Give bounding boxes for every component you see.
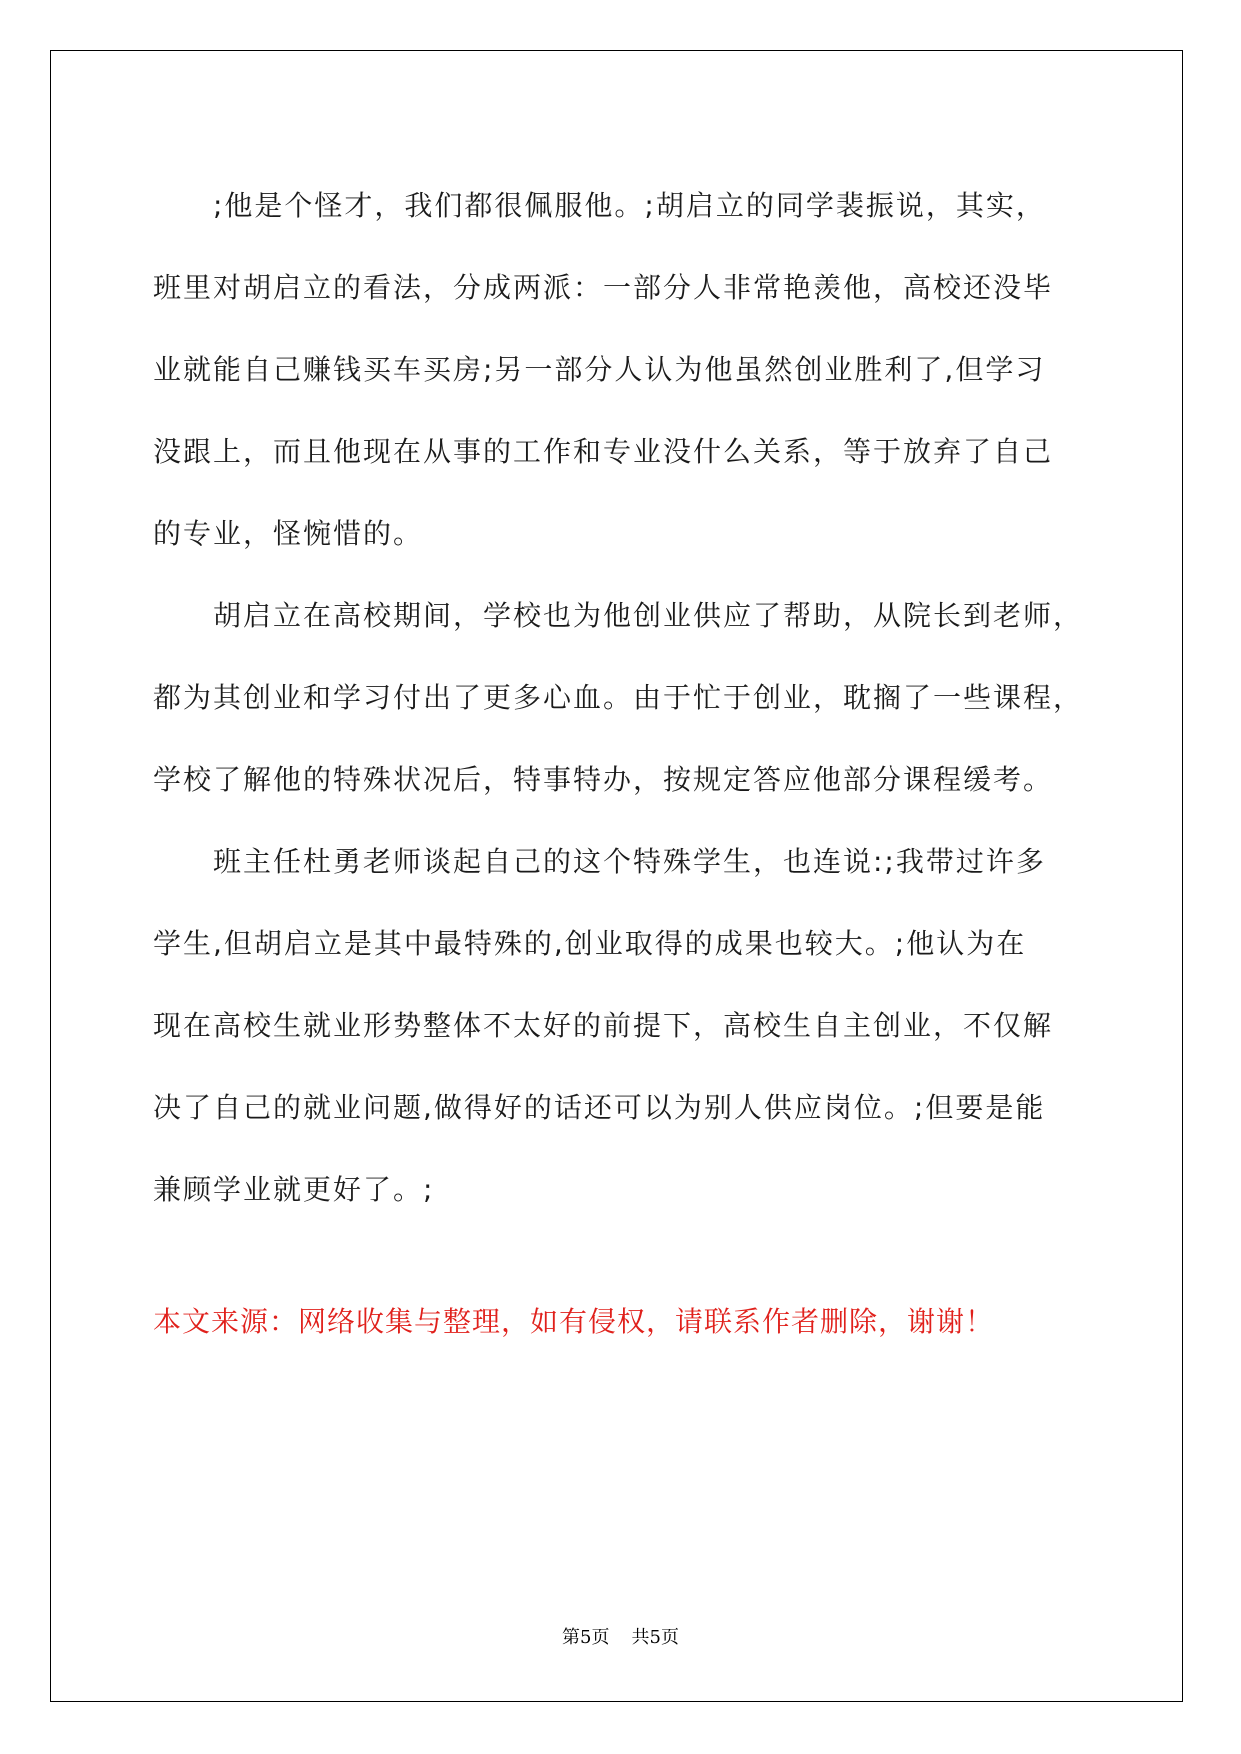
text-line: 现在高校生就业形势整体不太好的前提下，高校生自主创业，不仅解 xyxy=(153,1009,1054,1042)
page-number-current: 第5页 xyxy=(562,1627,610,1648)
text-line: 没跟上，而且他现在从事的工作和专业没什么关系，等于放弃了自己 xyxy=(153,435,1054,468)
text-line: 业就能自己赚钱买车买房;另一部分人认为他虽然创业胜利了,但学习 xyxy=(153,353,1046,386)
text-line: 班主任杜勇老师谈起自己的这个特殊学生，也连说:;我带过许多 xyxy=(213,845,1046,878)
text-line: 决了自己的就业问题,做得好的话还可以为别人供应岗位。;但要是能 xyxy=(153,1091,1046,1124)
text-line: 班里对胡启立的看法，分成两派：一部分人非常艳羡他，高校还没毕 xyxy=(153,271,1054,304)
source-note: 本文来源：网络收集与整理，如有侵权，请联系作者删除，谢谢！ xyxy=(153,1305,995,1338)
text-line: 学生,但胡启立是其中最特殊的,创业取得的成果也较大。;他认为在 xyxy=(153,927,1027,960)
text-line: 胡启立在高校期间，学校也为他创业供应了帮助，从院长到老师， xyxy=(213,599,1084,632)
text-line: 学校了解他的特殊状况后，特事特办，按规定答应他部分课程缓考。 xyxy=(153,763,1054,796)
text-line: 兼顾学业就更好了。; xyxy=(153,1173,435,1206)
text-line: 的专业，怪惋惜的。 xyxy=(153,517,424,550)
paragraph-1 xyxy=(153,165,1088,575)
document-body xyxy=(153,165,1088,1231)
page-footer xyxy=(0,1626,1241,1650)
paragraph-2 xyxy=(153,575,1088,821)
text-line: ;他是个怪才，我们都很佩服他。;胡启立的同学裴振说，其实， xyxy=(213,189,1046,222)
page-number-total: 共5页 xyxy=(631,1627,679,1648)
paragraph-3 xyxy=(153,821,1088,1231)
text-line: 都为其创业和学习付出了更多心血。由于忙于创业，耽搁了一些课程， xyxy=(153,681,1084,714)
